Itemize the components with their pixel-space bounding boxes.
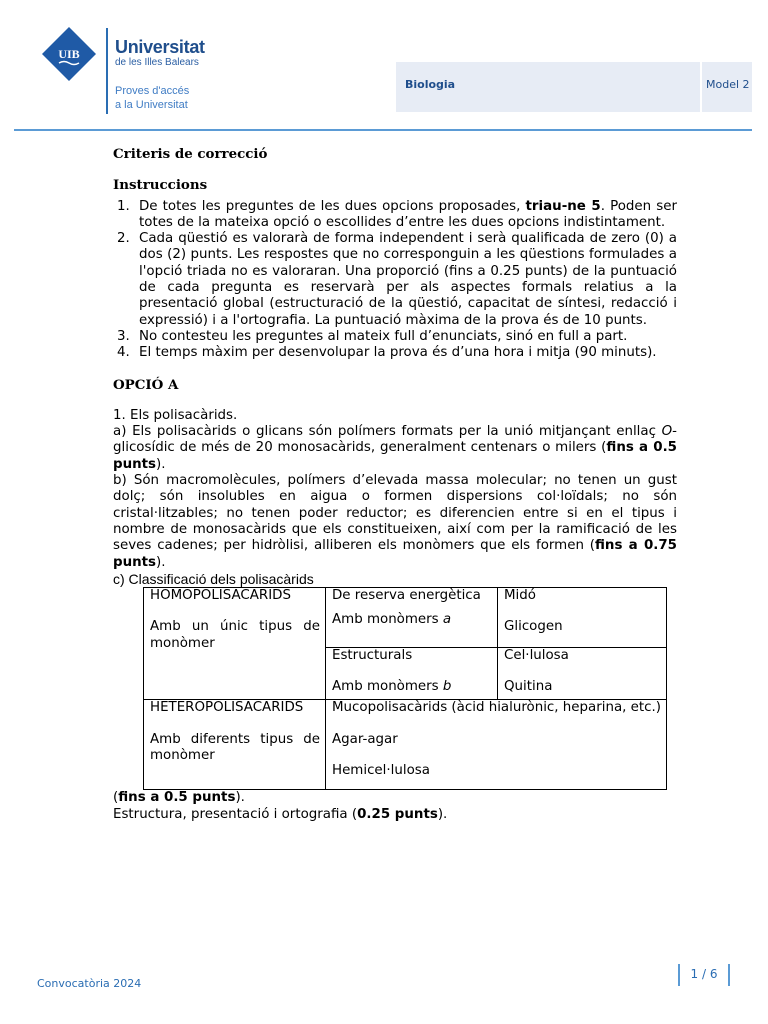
table-cell-reserve-examples: Midó Glicogen <box>498 588 667 648</box>
table-cell-homo: HOMOPOLISACARIDS Amb un únic tipus de monòmer <box>144 588 326 700</box>
logo-divider <box>106 28 108 114</box>
table-cell-hetero-examples: Mucopolisacàrids (àcid hialurònic, heparina, etc.) Agar-agar Hemicel·lulosa <box>326 700 667 790</box>
model-label: Model 2 <box>706 78 750 91</box>
list-item: 4. El temps màxim per desenvolupar la prova és d’una hora i mitja (90 minuts). <box>117 345 657 361</box>
list-item: 3. No contesteu les preguntes al mateix full d’enunciats, sinó en full a part. <box>117 328 628 344</box>
pager-bar-right <box>728 964 730 986</box>
proves-line-1: Proves d'accés <box>115 85 190 97</box>
list-item: 2. Cada qüestió es valorarà de forma independent i serà qualificada de zero (0) a dos (2) punts. Les respostes que no corresponguin a les qüestions formulades a l'opció triada no es valoraran. Una proporció (fins a 0.25 punts) de la puntuació de cada pregunta es reservarà per als aspectes formals relatius a la presentació global (estructuració de la qüestió, capacitat de síntesi, redacció i expressió) i a l'ortografia. La puntuació màxima de la prova és de 10 punts. <box>117 231 677 328</box>
answer-b: b) Són macromolècules, polímers d’elevada massa molecular; no tenen un gust dolç; són insolubles en aigua o formen dispersions col·loïdals; no són cristal·litzables; no tenen poder reductor; es diferencien entre si en el tipus i nombre de monosacàrids que els constitueixen, així com per la ramificació de les seves cadenes; per hidròlisi, alliberen els monòmers que els formen (fins a 0.75 punts). <box>113 473 677 570</box>
page-header <box>0 0 768 130</box>
proves-line-2: a la Universitat <box>115 99 188 111</box>
table-cell-hetero: HETEROPOLISACARIDS Amb diferents tipus de monòmer <box>144 700 326 790</box>
table-cell-reserve: De reserva energètica Amb monòmers a <box>326 588 498 648</box>
list-item: 1. De totes les preguntes de les dues opcions proposades, triau-ne 5. Poden ser totes de la mateixa opció o escollides d’entre les dues opcions indistintament. <box>117 198 677 230</box>
page-number: 1 / 6 <box>690 967 718 981</box>
university-subtitle: de les Illes Balears <box>115 57 199 68</box>
session-label: Convocatòria 2024 <box>37 977 142 990</box>
question-title: 1. Els polisacàrids. <box>113 407 238 423</box>
option-heading: OPCIÓ A <box>113 376 179 393</box>
instructions-list <box>113 199 677 362</box>
answer-a: a) Els polisacàrids o glicans són polímers formats per la unió mitjançant enllaç O-glicosídic de més de 20 monosacàrids, generalment centenars o milers (fins a 0.5 punts). <box>113 424 677 472</box>
instructions-heading: Instruccions <box>113 177 208 194</box>
uib-logo-icon <box>42 27 96 81</box>
subject-label: Biologia <box>405 78 456 91</box>
document-body <box>113 146 677 823</box>
table-cell-structural-examples: Cel·lulosa Quitina <box>498 647 667 700</box>
doc-title: Criteris de correcció <box>113 146 268 162</box>
page-indicator <box>678 964 730 986</box>
classification-table <box>143 587 667 790</box>
university-name: Universitat <box>115 37 205 57</box>
answer-c-title: c) Classificació dels polisacàrids <box>113 570 314 587</box>
logo-text: UIB <box>58 47 80 61</box>
proves-label <box>115 84 189 112</box>
table-score: (fins a 0.5 punts). <box>113 790 245 806</box>
table-cell-structural: Estructurals Amb monòmers b <box>326 647 498 700</box>
header-rule <box>14 129 752 131</box>
format-score: Estructura, presentació i ortografia (0.25 punts). <box>113 806 448 822</box>
